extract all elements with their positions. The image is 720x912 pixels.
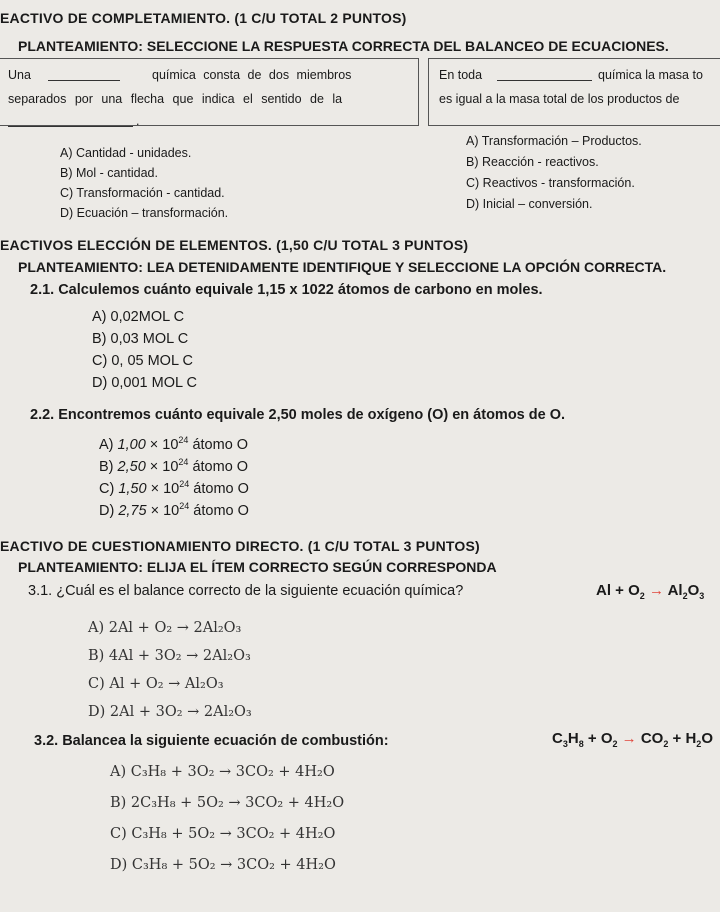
q2-2-option-b[interactable]: B) $2,50 \times 10^{24}$ átomo O <box>99 457 249 475</box>
question-3-2: 3.2. Balancea la siguiente ecuación de combustión: <box>34 733 389 749</box>
q3-1-option-a[interactable]: A) 2Al + O₂ → 2Al₂O₃ <box>88 620 242 636</box>
q3-2-option-b[interactable]: B) 2C₃H₈ + 5O₂ → 3CO₂ + 4H₂O <box>110 795 345 811</box>
q1-1-text-c: separados por una flecha que indica el sentido de la <box>8 92 343 106</box>
q1-2-text-a: En toda <box>439 68 483 82</box>
question-2-2: 2.2. Encontremos cuánto equivale 2,50 moles de oxígeno (O) en átomos de O. <box>30 407 566 423</box>
question-2-1: 2.1. Calculemos cuánto equivale 1,15 x 1022 átomos de carbono en moles. <box>30 282 543 298</box>
q2-1-option-d[interactable]: D) 0,001 MOL C <box>92 375 198 391</box>
q1-1-option-a[interactable]: A) Cantidad - unidades. <box>60 146 192 160</box>
q1-1-option-b[interactable]: B) Mol - cantidad. <box>60 166 158 180</box>
q1-1-text-a: Una <box>8 68 31 82</box>
section-2-heading: EACTIVOS ELECCIÓN DE ELEMENTOS. (1,50 C/U TOTAL 3 PUNTOS) <box>0 237 469 253</box>
q3-2-option-c[interactable]: C) C₃H₈ + 5O₂ → 3CO₂ + 4H₂O <box>110 826 336 842</box>
q3-1-option-c[interactable]: C) Al + O₂ → Al₂O₃ <box>88 676 224 692</box>
q1-1-option-c[interactable]: C) Transformación - cantidad. <box>60 186 225 200</box>
q2-2-option-a[interactable]: A) $1,00 \times 10^{24}$ átomo O <box>99 435 249 453</box>
section-2-instruction: PLANTEAMIENTO: LEA DETENIDAMENTE IDENTIFIQUE Y SELECCIONE LA OPCIÓN CORRECTA. <box>18 259 667 275</box>
q1-2-option-d[interactable]: D) Inicial – conversión. <box>466 197 593 211</box>
q3-1-option-d[interactable]: D) 2Al + 3O₂ → 2Al₂O₃ <box>88 704 252 720</box>
q2-1-option-c[interactable]: C) 0, 05 MOL C <box>92 353 193 369</box>
q1-2-option-c[interactable]: C) Reactivos - transformación. <box>466 176 635 190</box>
reaction-equation-3-1: $Al + O_2 \to Al_2O_3$ <box>596 582 705 601</box>
q2-1-option-b[interactable]: B) 0,03 MOL C <box>92 331 189 347</box>
q1-2-option-b[interactable]: B) Reacción - reactivos. <box>466 155 599 169</box>
q2-1-option-a[interactable]: A) 0,02MOL C <box>92 309 185 325</box>
q3-2-option-d[interactable]: D) C₃H₈ + 5O₂ → 3CO₂ + 4H₂O <box>110 857 336 873</box>
blank-line[interactable] <box>48 80 120 81</box>
blank-line[interactable] <box>497 80 592 81</box>
q1-2-option-a[interactable]: A) Transformación – Productos. <box>466 134 642 148</box>
q2-2-option-d[interactable]: D) $2,75 \times 10^{24}$ átomo O <box>99 501 249 519</box>
q3-2-option-a[interactable]: A) C₃H₈ + 3O₂ → 3CO₂ + 4H₂O <box>110 764 335 780</box>
arrow-icon: → <box>621 730 637 747</box>
arrow-icon: → <box>648 582 664 599</box>
question-3-1: 3.1. ¿Cuál es el balance correcto de la siguiente ecuación química? <box>28 583 464 599</box>
q1-2-text-b: química la masa to <box>598 68 703 82</box>
q1-1-text-d: . <box>136 114 140 128</box>
reaction-equation-3-2: $C_3H_8 + O_2 \to CO_2 + H_2O$ <box>552 730 713 749</box>
q3-1-option-b[interactable]: B) 4Al + 3O₂ → 2Al₂O₃ <box>88 648 251 664</box>
q1-1-option-d[interactable]: D) Ecuación – transformación. <box>60 206 229 220</box>
section-1-heading: EACTIVO DE COMPLETAMIENTO. (1 C/U TOTAL 2 PUNTOS) <box>0 10 407 26</box>
section-3-heading: EACTIVO DE CUESTIONAMIENTO DIRECTO. (1 C/U TOTAL 3 PUNTOS) <box>0 538 480 554</box>
section-1-instruction: PLANTEAMIENTO: SELECCIONE LA RESPUESTA CORRECTA DEL BALANCEO DE ECUACIONES. <box>18 38 669 54</box>
blank-line[interactable] <box>8 126 133 127</box>
q1-1-text-b: química consta de dos miembros <box>152 68 352 82</box>
section-3-instruction: PLANTEAMIENTO: ELIJA EL ÍTEM CORRECTO SEGÚN CORRESPONDA <box>18 559 497 575</box>
q1-2-text-c: es igual a la masa total de los productos de <box>439 92 680 106</box>
q2-2-option-c[interactable]: C) $1,50 \times 10^{24}$ átomo O <box>99 479 249 497</box>
